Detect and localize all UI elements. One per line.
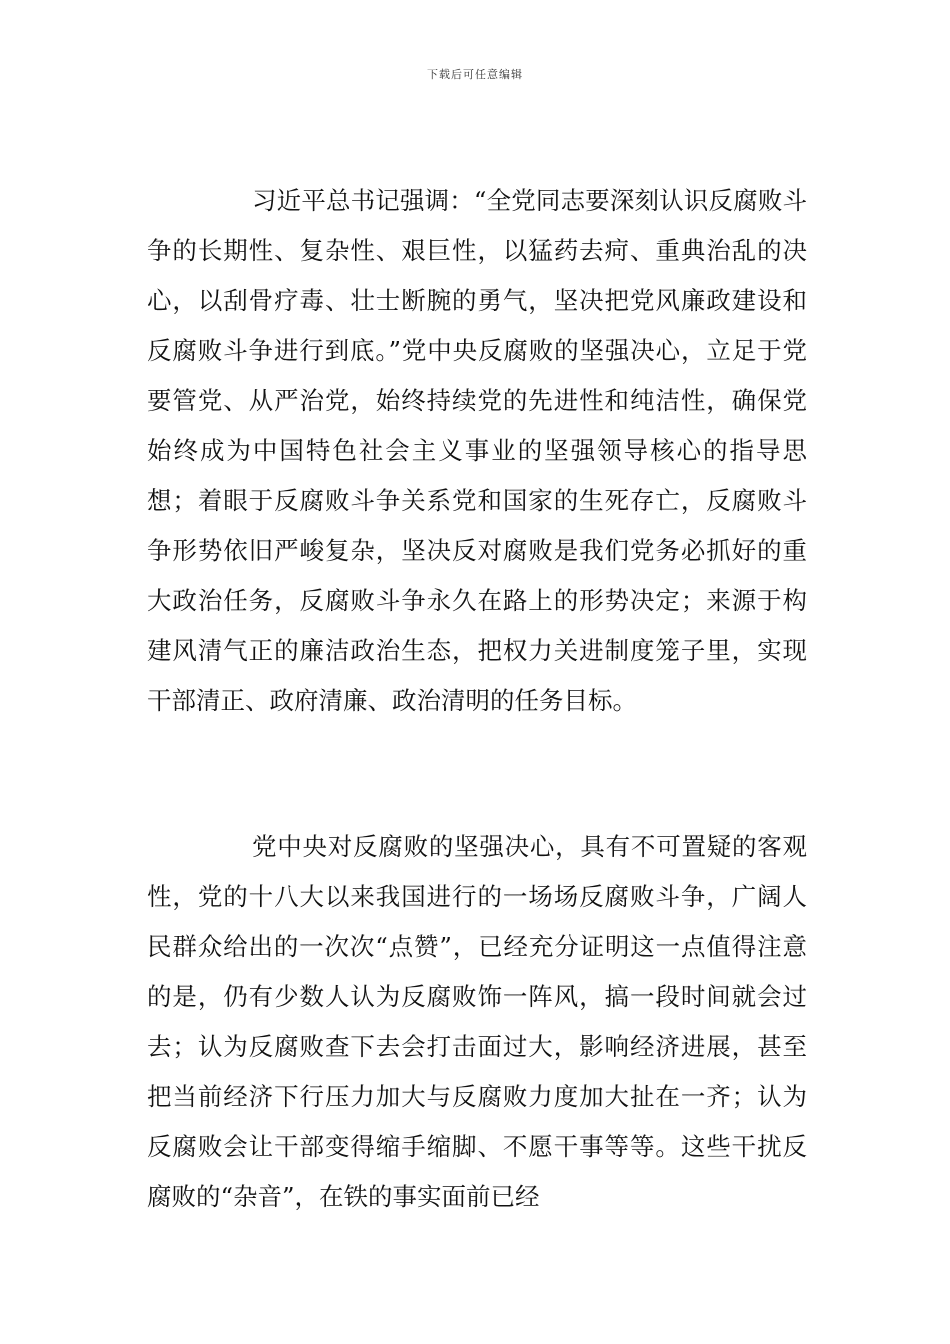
paragraph-2: 党中央对反腐败的坚强决心，具有不可置疑的客观性，党的十八大以来我国进行的一场场反腐败斗争，广阔人民群众给出的一次次“点赞”，已经充分证明这一点值得注意的是，仍有少数人认为反腐败饰一阵风，搞一段时间就会过去；认为反腐败查下去会打击面过大，影响经济进展，甚至把当前经济下行压力加大与反腐败力度加大扯在一齐；认为反腐败会让干部变得缩手缩脚、不愿干事等等。这些干扰反腐败的“杂音”，在铁的事实面前已经	[147, 832, 807, 1211]
paragraph-1: 习近平总书记强调：“全党同志要深刻认识反腐败斗争的长期性、复杂性、艰巨性，以猛药去疴、重典治乱的决心，以刮骨疗毒、壮士断腕的勇气，坚决把党风廉政建设和反腐败斗争进行到底。”党中央反腐败的坚强决心，立足于党要管党、从严治党，始终持续党的先进性和纯洁性，确保党始终成为中国特色社会主义事业的坚强领导核心的指导思想；着眼于反腐败斗争关系党和国家的生死存亡，反腐败斗争形势依旧严峻复杂，坚决反对腐败是我们党务必抓好的重大政治任务，反腐败斗争永久在路上的形势决定；来源于构建风清气正的廉洁政治生态，把权力关进制度笼子里，实现干部清正、政府清廉、政治清明的任务目标。	[147, 186, 807, 715]
header-note: 下载后可任意编辑	[427, 68, 523, 81]
